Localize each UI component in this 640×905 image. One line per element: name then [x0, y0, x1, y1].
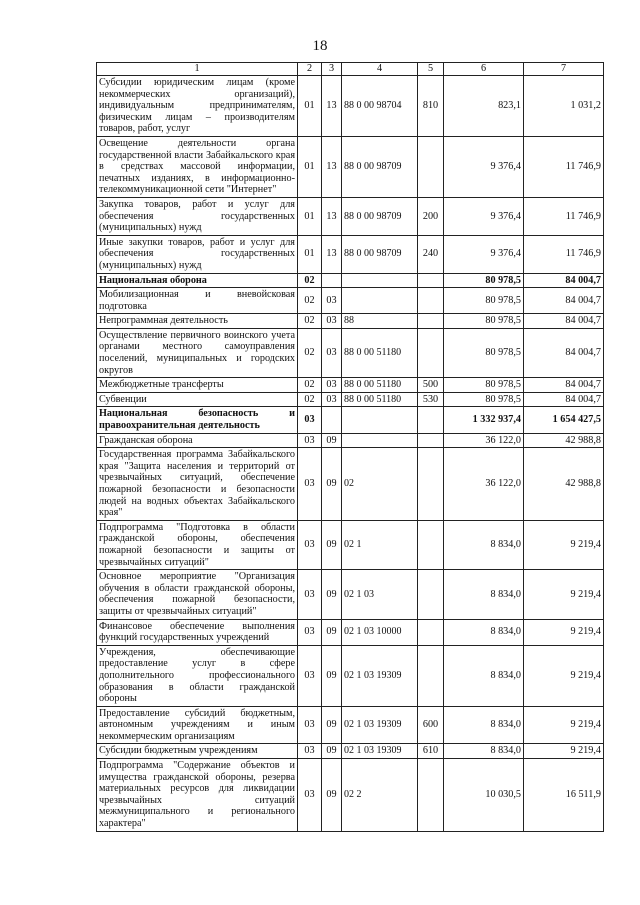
column-header: 2 [298, 63, 322, 76]
row-name-cell: Иные закупки товаров, работ и услуг для обеспечения государственных (муниципальных) нужд [97, 235, 298, 273]
section-code-cell: 02 [298, 392, 322, 407]
expense-type-cell [418, 619, 444, 645]
expense-type-cell: 530 [418, 392, 444, 407]
subsection-code-cell: 09 [322, 744, 342, 759]
table-row [97, 76, 604, 137]
row-name-cell: Осуществление первичного воинского учета органами местного самоуправления поселений, муниципальных и городских округов [97, 328, 298, 377]
column-header: 4 [342, 63, 418, 76]
expense-type-cell [418, 645, 444, 706]
amount-year2-cell: 11 746,9 [524, 197, 604, 235]
section-code-cell: 02 [298, 314, 322, 329]
subsection-code-cell: 13 [322, 197, 342, 235]
amount-year2-cell: 84 004,7 [524, 288, 604, 314]
amount-year2-cell: 84 004,7 [524, 328, 604, 377]
table-header-row [97, 63, 604, 76]
budget-table [96, 62, 604, 832]
subsection-code-cell: 03 [322, 328, 342, 377]
subsection-code-cell: 13 [322, 235, 342, 273]
subsection-code-cell: 13 [322, 76, 342, 137]
column-header: 1 [97, 63, 298, 76]
expense-type-cell [418, 407, 444, 433]
amount-year1-cell: 80 978,5 [444, 288, 524, 314]
section-code-cell: 03 [298, 759, 322, 832]
table-row [97, 433, 604, 448]
amount-year2-cell: 16 511,9 [524, 759, 604, 832]
target-item-code-cell: 88 0 00 98709 [342, 136, 418, 197]
row-name-cell: Субсидии юридическим лицам (кроме некоммерческих организаций), индивидуальным предпринимателям, физическим лицам – производителям товаров, работ, услуг [97, 76, 298, 137]
row-name-cell: Национальная оборона [97, 273, 298, 288]
page-number: 18 [312, 38, 328, 54]
amount-year1-cell: 80 978,5 [444, 273, 524, 288]
amount-year1-cell: 80 978,5 [444, 392, 524, 407]
target-item-code-cell: 88 0 00 51180 [342, 378, 418, 393]
subsection-code-cell: 09 [322, 645, 342, 706]
row-name-cell: Подпрограмма "Подготовка в области гражданской обороны, обеспечения пожарной безопасности и защиты от чрезвычайных ситуаций" [97, 520, 298, 569]
subsection-code-cell: 03 [322, 392, 342, 407]
expense-type-cell [418, 759, 444, 832]
target-item-code-cell: 88 [342, 314, 418, 329]
expense-type-cell [418, 288, 444, 314]
table-row [97, 392, 604, 407]
amount-year1-cell: 9 376,4 [444, 235, 524, 273]
amount-year2-cell: 9 219,4 [524, 619, 604, 645]
row-name-cell: Учреждения, обеспечивающие предоставление услуг в сфере дополнительного профессионального образования в области гражданской обороны [97, 645, 298, 706]
target-item-code-cell: 88 0 00 98709 [342, 197, 418, 235]
amount-year2-cell: 9 219,4 [524, 645, 604, 706]
subsection-code-cell: 09 [322, 448, 342, 521]
row-name-cell: Межбюджетные трансферты [97, 378, 298, 393]
target-item-code-cell: 02 1 03 19309 [342, 744, 418, 759]
amount-year2-cell: 42 988,8 [524, 433, 604, 448]
expense-type-cell [418, 273, 444, 288]
table-row [97, 619, 604, 645]
section-code-cell: 03 [298, 433, 322, 448]
table-row [97, 645, 604, 706]
row-name-cell: Национальная безопасность и правоохранительная деятельность [97, 407, 298, 433]
subsection-code-cell: 09 [322, 619, 342, 645]
amount-year2-cell: 11 746,9 [524, 235, 604, 273]
column-header: 5 [418, 63, 444, 76]
amount-year2-cell: 9 219,4 [524, 744, 604, 759]
row-name-cell: Основное мероприятие "Организация обучения в области гражданской обороны, обеспечения пожарной безопасности, защиты от чрезвычайных ситуаций" [97, 570, 298, 619]
expense-type-cell: 240 [418, 235, 444, 273]
table-row [97, 235, 604, 273]
subsection-code-cell: 13 [322, 136, 342, 197]
subsection-code-cell: 09 [322, 433, 342, 448]
table-row [97, 570, 604, 619]
expense-type-cell: 500 [418, 378, 444, 393]
target-item-code-cell: 02 [342, 448, 418, 521]
expense-type-cell [418, 328, 444, 377]
row-name-cell: Мобилизационная и вневойсковая подготовка [97, 288, 298, 314]
expense-type-cell: 600 [418, 706, 444, 744]
table-row [97, 744, 604, 759]
section-code-cell: 03 [298, 706, 322, 744]
amount-year1-cell: 36 122,0 [444, 448, 524, 521]
expense-type-cell [418, 433, 444, 448]
target-item-code-cell [342, 433, 418, 448]
amount-year2-cell: 84 004,7 [524, 273, 604, 288]
section-code-cell: 03 [298, 448, 322, 521]
amount-year1-cell: 8 834,0 [444, 520, 524, 569]
amount-year2-cell: 9 219,4 [524, 520, 604, 569]
table-row [97, 407, 604, 433]
amount-year1-cell: 823,1 [444, 76, 524, 137]
target-item-code-cell: 02 1 [342, 520, 418, 569]
amount-year1-cell: 9 376,4 [444, 197, 524, 235]
section-code-cell: 01 [298, 136, 322, 197]
target-item-code-cell: 02 1 03 10000 [342, 619, 418, 645]
table-row [97, 378, 604, 393]
section-code-cell: 03 [298, 744, 322, 759]
table-row [97, 273, 604, 288]
section-code-cell: 03 [298, 520, 322, 569]
amount-year2-cell: 11 746,9 [524, 136, 604, 197]
expense-type-cell: 200 [418, 197, 444, 235]
target-item-code-cell: 02 1 03 19309 [342, 645, 418, 706]
target-item-code-cell: 02 1 03 19309 [342, 706, 418, 744]
row-name-cell: Субвенции [97, 392, 298, 407]
table-row [97, 328, 604, 377]
table-row [97, 706, 604, 744]
section-code-cell: 01 [298, 235, 322, 273]
subsection-code-cell: 03 [322, 378, 342, 393]
amount-year1-cell: 8 834,0 [444, 570, 524, 619]
amount-year1-cell: 80 978,5 [444, 314, 524, 329]
target-item-code-cell: 88 0 00 98704 [342, 76, 418, 137]
amount-year1-cell: 1 332 937,4 [444, 407, 524, 433]
amount-year2-cell: 84 004,7 [524, 392, 604, 407]
table-row [97, 448, 604, 521]
amount-year1-cell: 8 834,0 [444, 706, 524, 744]
amount-year2-cell: 9 219,4 [524, 706, 604, 744]
row-name-cell: Подпрограмма "Содержание объектов и имущества гражданской обороны, резерва материальных ресурсов для ликвидации чрезвычайных ситуаций межмуниципального и регионального характера" [97, 759, 298, 832]
section-code-cell: 02 [298, 328, 322, 377]
target-item-code-cell [342, 273, 418, 288]
subsection-code-cell: 09 [322, 759, 342, 832]
section-code-cell: 03 [298, 645, 322, 706]
table-row [97, 197, 604, 235]
expense-type-cell [418, 314, 444, 329]
amount-year2-cell: 42 988,8 [524, 448, 604, 521]
amount-year1-cell: 8 834,0 [444, 645, 524, 706]
subsection-code-cell: 09 [322, 520, 342, 569]
table-row [97, 288, 604, 314]
target-item-code-cell: 88 0 00 98709 [342, 235, 418, 273]
target-item-code-cell [342, 288, 418, 314]
target-item-code-cell: 88 0 00 51180 [342, 328, 418, 377]
expense-type-cell: 610 [418, 744, 444, 759]
subsection-code-cell: 09 [322, 706, 342, 744]
table-row [97, 136, 604, 197]
section-code-cell: 03 [298, 619, 322, 645]
section-code-cell: 03 [298, 407, 322, 433]
expense-type-cell [418, 520, 444, 569]
expense-type-cell [418, 570, 444, 619]
expense-type-cell: 810 [418, 76, 444, 137]
amount-year1-cell: 9 376,4 [444, 136, 524, 197]
amount-year1-cell: 8 834,0 [444, 744, 524, 759]
amount-year1-cell: 36 122,0 [444, 433, 524, 448]
amount-year2-cell: 1 654 427,5 [524, 407, 604, 433]
section-code-cell: 01 [298, 197, 322, 235]
expense-type-cell [418, 448, 444, 521]
column-header: 6 [444, 63, 524, 76]
section-code-cell: 03 [298, 570, 322, 619]
expense-type-cell [418, 136, 444, 197]
subsection-code-cell: 03 [322, 288, 342, 314]
section-code-cell: 01 [298, 76, 322, 137]
amount-year2-cell: 84 004,7 [524, 314, 604, 329]
table-row [97, 520, 604, 569]
row-name-cell: Государственная программа Забайкальского края "Защита населения и территорий от чрезвычайных ситуаций, обеспечение пожарной безопасности и безопасности людей на водных объектах Забайкальского края" [97, 448, 298, 521]
amount-year1-cell: 10 030,5 [444, 759, 524, 832]
row-name-cell: Освещение деятельности органа государственной власти Забайкальского края в средствах массовой информации, печатных изданиях, в информационно-телекоммуникационной сети "Интернет" [97, 136, 298, 197]
row-name-cell: Гражданская оборона [97, 433, 298, 448]
target-item-code-cell: 88 0 00 51180 [342, 392, 418, 407]
table-row [97, 314, 604, 329]
column-header: 7 [524, 63, 604, 76]
amount-year2-cell: 84 004,7 [524, 378, 604, 393]
subsection-code-cell: 03 [322, 314, 342, 329]
target-item-code-cell: 02 1 03 [342, 570, 418, 619]
row-name-cell: Предоставление субсидий бюджетным, автономным учреждениям и иным некоммерческим организациям [97, 706, 298, 744]
row-name-cell: Финансовое обеспечение выполнения функций государственных учреждений [97, 619, 298, 645]
amount-year2-cell: 1 031,2 [524, 76, 604, 137]
target-item-code-cell [342, 407, 418, 433]
amount-year1-cell: 80 978,5 [444, 328, 524, 377]
subsection-code-cell: 09 [322, 570, 342, 619]
table-row [97, 759, 604, 832]
row-name-cell: Субсидии бюджетным учреждениям [97, 744, 298, 759]
section-code-cell: 02 [298, 288, 322, 314]
row-name-cell: Закупка товаров, работ и услуг для обеспечения государственных (муниципальных) нужд [97, 197, 298, 235]
column-header: 3 [322, 63, 342, 76]
section-code-cell: 02 [298, 273, 322, 288]
subsection-code-cell [322, 407, 342, 433]
section-code-cell: 02 [298, 378, 322, 393]
subsection-code-cell [322, 273, 342, 288]
amount-year1-cell: 8 834,0 [444, 619, 524, 645]
amount-year2-cell: 9 219,4 [524, 570, 604, 619]
amount-year1-cell: 80 978,5 [444, 378, 524, 393]
row-name-cell: Непрограммная деятельность [97, 314, 298, 329]
target-item-code-cell: 02 2 [342, 759, 418, 832]
